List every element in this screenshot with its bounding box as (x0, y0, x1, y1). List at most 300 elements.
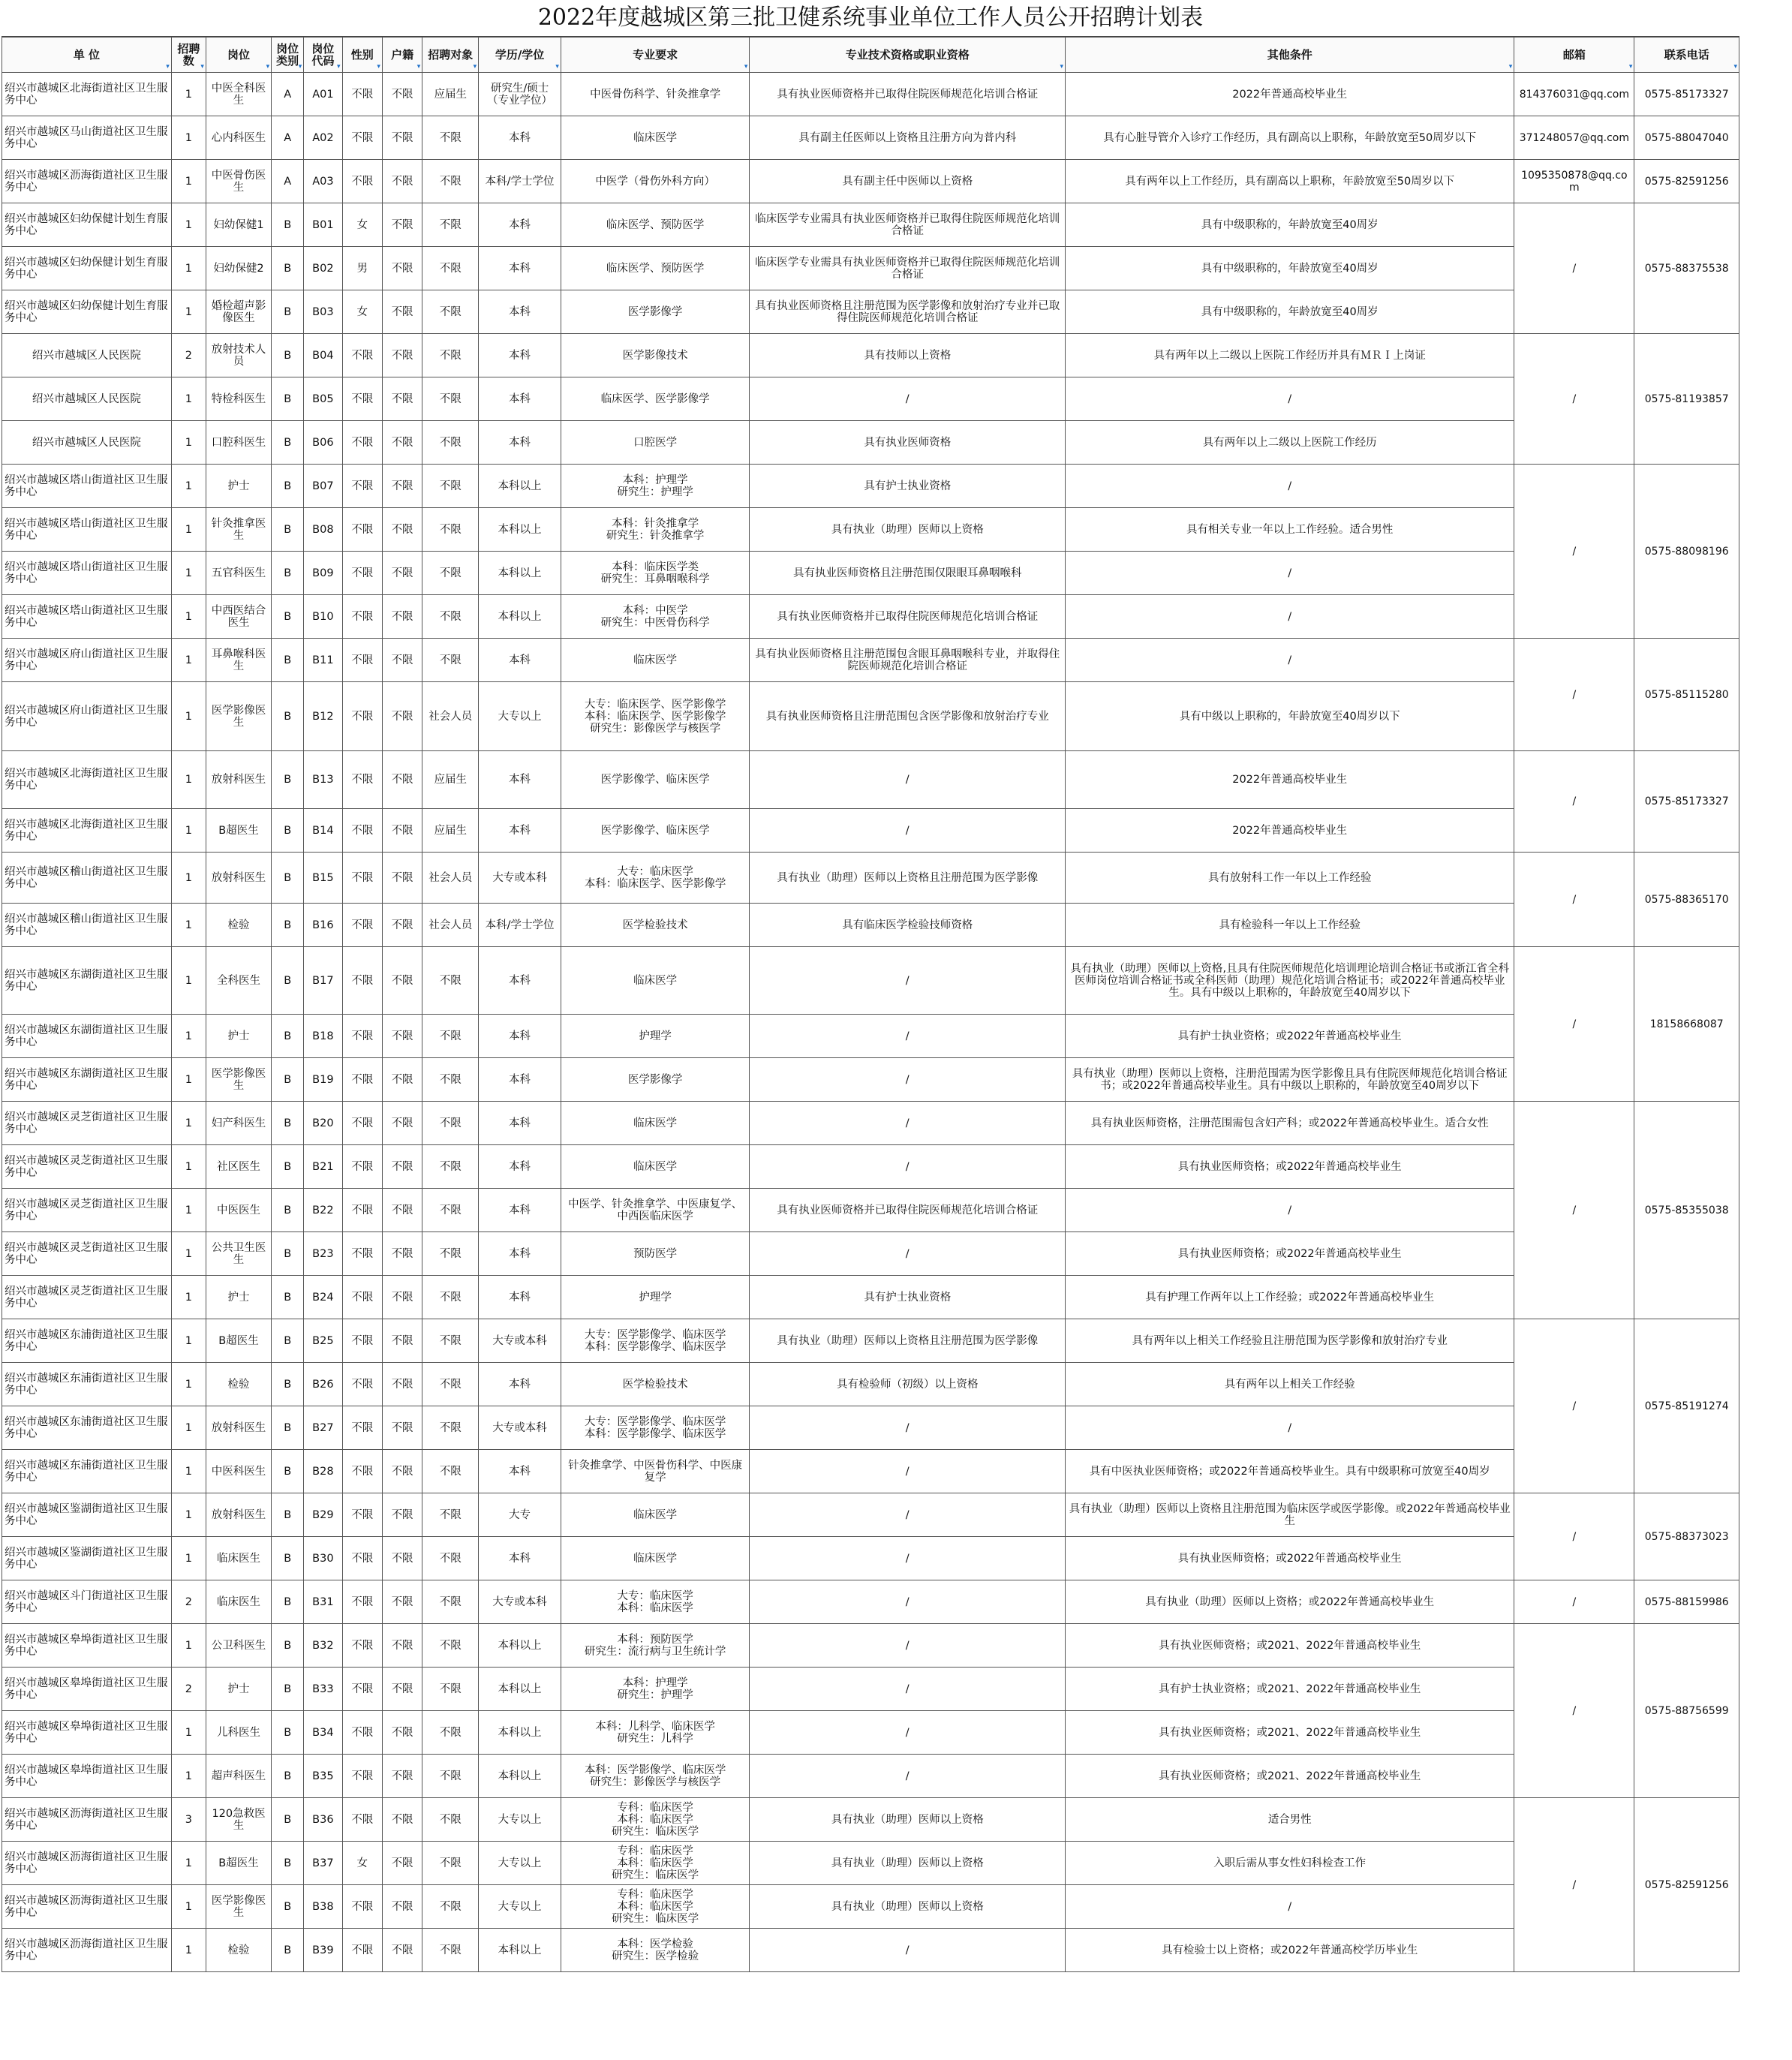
cell-code: B36 (304, 1798, 342, 1842)
table-row (2, 853, 1739, 904)
blank-margin (1741, 0, 1792, 2060)
cell-education: 本科 (479, 334, 561, 377)
cell-residence: 不限 (382, 1711, 422, 1755)
table-row (2, 947, 1739, 1015)
cell-major: 医学影像学 (561, 1058, 749, 1102)
cell-other-conditions: / (1066, 639, 1514, 682)
cell-major: 临床医学 (561, 1145, 749, 1189)
cell-gender: 不限 (342, 73, 382, 116)
table-row (2, 377, 1739, 421)
cell-education: 本科以上 (479, 1711, 561, 1755)
cell-target: 应届生 (422, 73, 479, 116)
cell-education: 大专以上 (479, 1885, 561, 1929)
cell-other-conditions: 具有相关专业一年以上工作经验。适合男性 (1066, 508, 1514, 552)
cell-other-conditions: 具有中级职称的，年龄放宽至40周岁 (1066, 203, 1514, 247)
cell-count: 1 (171, 1276, 206, 1319)
cell-position: 妇幼保健1 (206, 203, 271, 247)
cell-position: 公卫科医生 (206, 1624, 271, 1668)
cell-qualification: 具有检验师（初级）以上资格 (750, 1363, 1066, 1406)
cell-target: 不限 (422, 377, 479, 421)
cell-major: 护理学 (561, 1015, 749, 1058)
cell-count: 2 (171, 334, 206, 377)
filter-dropdown-icon[interactable]: ▾ (298, 63, 302, 71)
cell-position: 医学影像医生 (206, 682, 271, 751)
cell-unit: 绍兴市越城区北海街道社区卫生服务中心 (2, 73, 172, 116)
cell-gender: 不限 (342, 465, 382, 508)
cell-unit: 绍兴市越城区妇幼保健计划生育服务中心 (2, 203, 172, 247)
table-row (2, 1537, 1739, 1580)
cell-unit: 绍兴市越城区鉴湖街道社区卫生服务中心 (2, 1493, 172, 1537)
cell-count: 1 (171, 377, 206, 421)
cell-count: 2 (171, 1580, 206, 1624)
column-header-label: 岗位 (227, 48, 251, 62)
cell-target: 不限 (422, 465, 479, 508)
table-row (2, 1929, 1739, 1972)
cell-gender: 不限 (342, 421, 382, 465)
cell-unit: 绍兴市越城区人民医院 (2, 334, 172, 377)
cell-unit: 绍兴市越城区人民医院 (2, 377, 172, 421)
cell-gender: 不限 (342, 334, 382, 377)
cell-position: 中西医结合医生 (206, 595, 271, 639)
cell-residence: 不限 (382, 947, 422, 1015)
cell-code: A01 (304, 73, 342, 116)
cell-count: 1 (171, 1450, 206, 1493)
cell-other-conditions: 具有执业（助理）医师以上资格，注册范围需为医学影像且具有住院医师规范化培训合格证书；或2022年普通高校毕业生。具有中级以上职称的，年龄放宽至40周岁以下 (1066, 1058, 1514, 1102)
cell-count: 1 (171, 1842, 206, 1885)
cell-category: B (272, 508, 304, 552)
cell-qualification: 具有副主任中医师以上资格 (750, 160, 1066, 203)
cell-unit: 绍兴市越城区鉴湖街道社区卫生服务中心 (2, 1537, 172, 1580)
filter-dropdown-icon[interactable]: ▾ (266, 63, 270, 71)
cell-qualification: 具有执业医师资格 (750, 421, 1066, 465)
cell-qualification: 具有执业医师资格且注册范围包含眼耳鼻咽喉科专业，并取得住院医师规范化培训合格证 (750, 639, 1066, 682)
cell-unit: 绍兴市越城区东浦街道社区卫生服务中心 (2, 1319, 172, 1363)
table-row (2, 1580, 1739, 1624)
filter-dropdown-icon[interactable]: ▾ (166, 63, 170, 71)
cell-gender: 不限 (342, 160, 382, 203)
cell-target: 不限 (422, 1668, 479, 1711)
cell-gender: 不限 (342, 1406, 382, 1450)
cell-target: 不限 (422, 1624, 479, 1668)
cell-education: 大专以上 (479, 1798, 561, 1842)
cell-code: B14 (304, 809, 342, 853)
cell-count: 1 (171, 1755, 206, 1798)
cell-major: 本科：针灸推拿学 研究生：针灸推拿学 (561, 508, 749, 552)
cell-position: 检验 (206, 1363, 271, 1406)
cell-qualification: 具有执业医师资格并已取得住院医师规范化培训合格证 (750, 595, 1066, 639)
cell-major: 医学影像学 (561, 290, 749, 334)
cell-other-conditions: 具有两年以上二级以上医院工作经历 (1066, 421, 1514, 465)
table-row (2, 1885, 1739, 1929)
cell-target: 不限 (422, 334, 479, 377)
cell-email: 814376031@qq.com (1514, 73, 1634, 116)
column-header-label: 招聘数 (177, 42, 200, 68)
cell-major: 临床医学 (561, 1493, 749, 1537)
table-row (2, 116, 1739, 160)
cell-position: 护士 (206, 1668, 271, 1711)
cell-code: B20 (304, 1102, 342, 1145)
table-row (2, 508, 1739, 552)
table-header (2, 38, 1739, 73)
column-header-phone[interactable] (1634, 38, 1739, 73)
cell-residence: 不限 (382, 1102, 422, 1145)
column-header-code[interactable] (304, 38, 342, 73)
table-row (2, 421, 1739, 465)
cell-target: 不限 (422, 1929, 479, 1972)
cell-education: 本科/学士学位 (479, 904, 561, 947)
cell-count: 1 (171, 1363, 206, 1406)
cell-major: 大专：医学影像学、临床医学 本科：医学影像学、临床医学 (561, 1406, 749, 1450)
column-header-unit[interactable] (2, 38, 172, 73)
cell-residence: 不限 (382, 853, 422, 904)
cell-gender: 不限 (342, 1493, 382, 1537)
cell-other-conditions: 具有执业（助理）医师以上资格,且具有住院医师规范化培训理论培训合格证书或浙江省全科医师岗位培训合格证书或全科医师（助理）规范化培训合格证书；或2022年普通高校毕业生。具有中级以上职称的，年龄放宽至40周岁以下 (1066, 947, 1514, 1015)
table-row (2, 247, 1739, 290)
cell-target: 社会人员 (422, 853, 479, 904)
column-header-position[interactable] (206, 38, 271, 73)
cell-education: 本科 (479, 751, 561, 809)
cell-education: 本科以上 (479, 465, 561, 508)
cell-position: 五官科医生 (206, 552, 271, 595)
cell-code: B35 (304, 1755, 342, 1798)
cell-code: B06 (304, 421, 342, 465)
cell-qualification: 临床医学专业需具有执业医师资格并已取得住院医师规范化培训合格证 (750, 247, 1066, 290)
cell-other-conditions: 具有两年以上相关工作经验且注册范围为医学影像和放射治疗专业 (1066, 1319, 1514, 1363)
cell-category: B (272, 1929, 304, 1972)
cell-gender: 不限 (342, 1058, 382, 1102)
cell-email: / (1514, 639, 1634, 751)
cell-gender: 女 (342, 203, 382, 247)
cell-residence: 不限 (382, 1232, 422, 1276)
cell-major: 大专：医学影像学、临床医学 本科：医学影像学、临床医学 (561, 1319, 749, 1363)
cell-count: 1 (171, 682, 206, 751)
table-row (2, 1145, 1739, 1189)
column-header-label: 性别 (350, 48, 374, 62)
table-body (2, 73, 1739, 1972)
table-row (2, 1755, 1739, 1798)
column-header-education[interactable] (479, 38, 561, 73)
cell-target: 不限 (422, 1189, 479, 1232)
cell-code: B02 (304, 247, 342, 290)
table-row (2, 1058, 1739, 1102)
cell-count: 1 (171, 421, 206, 465)
filter-dropdown-icon[interactable]: ▾ (1733, 63, 1737, 71)
cell-qualification: 具有执业（助理）医师以上资格且注册范围为医学影像 (750, 1319, 1066, 1363)
cell-position: 医学影像医生 (206, 1058, 271, 1102)
cell-position: 医学影像医生 (206, 1885, 271, 1929)
cell-category: B (272, 639, 304, 682)
cell-residence: 不限 (382, 1929, 422, 1972)
column-header-category[interactable] (272, 38, 304, 73)
cell-position: 中医全科医生 (206, 73, 271, 116)
cell-email: / (1514, 1624, 1634, 1798)
table-row (2, 1102, 1739, 1145)
cell-gender: 不限 (342, 1537, 382, 1580)
cell-residence: 不限 (382, 1276, 422, 1319)
cell-gender: 不限 (342, 1711, 382, 1755)
cell-code: B19 (304, 1058, 342, 1102)
cell-target: 不限 (422, 160, 479, 203)
cell-gender: 不限 (342, 1798, 382, 1842)
cell-gender: 不限 (342, 1885, 382, 1929)
cell-target: 应届生 (422, 751, 479, 809)
cell-category: B (272, 465, 304, 508)
cell-target: 不限 (422, 421, 479, 465)
cell-major: 中医骨伤科学、针灸推拿学 (561, 73, 749, 116)
cell-major: 本科：预防医学 研究生：流行病与卫生统计学 (561, 1624, 749, 1668)
cell-unit: 绍兴市越城区皋埠街道社区卫生服务中心 (2, 1755, 172, 1798)
filter-dropdown-icon[interactable]: ▾ (416, 63, 421, 71)
cell-major: 临床医学 (561, 639, 749, 682)
cell-category: B (272, 1102, 304, 1145)
cell-gender: 不限 (342, 377, 382, 421)
cell-target: 不限 (422, 1711, 479, 1755)
column-header-major[interactable] (561, 38, 749, 73)
filter-dropdown-icon[interactable]: ▾ (1060, 63, 1064, 71)
cell-count: 1 (171, 853, 206, 904)
cell-education: 本科/学士学位 (479, 160, 561, 203)
cell-gender: 不限 (342, 508, 382, 552)
cell-education: 本科以上 (479, 552, 561, 595)
table-row (2, 160, 1739, 203)
table-row (2, 1232, 1739, 1276)
cell-code: B31 (304, 1580, 342, 1624)
cell-gender: 不限 (342, 1145, 382, 1189)
cell-qualification: / (750, 1624, 1066, 1668)
cell-qualification: 具有执业医师资格并已取得住院医师规范化培训合格证 (750, 1189, 1066, 1232)
cell-major: 临床医学 (561, 1102, 749, 1145)
cell-target: 不限 (422, 947, 479, 1015)
column-header-other-conditions[interactable] (1066, 38, 1514, 73)
cell-unit: 绍兴市越城区东湖街道社区卫生服务中心 (2, 1015, 172, 1058)
cell-code: B18 (304, 1015, 342, 1058)
cell-gender: 不限 (342, 1755, 382, 1798)
cell-other-conditions: 具有护士执业资格；或2021、2022年普通高校毕业生 (1066, 1668, 1514, 1711)
cell-education: 大专 (479, 1493, 561, 1537)
cell-qualification: / (750, 1755, 1066, 1798)
cell-education: 研究生/硕士（专业学位） (479, 73, 561, 116)
cell-gender: 不限 (342, 595, 382, 639)
cell-code: B22 (304, 1189, 342, 1232)
cell-major: 专科：临床医学 本科：临床医学 研究生：临床医学 (561, 1842, 749, 1885)
cell-position: 放射科医生 (206, 853, 271, 904)
cell-qualification: / (750, 1493, 1066, 1537)
column-header-label: 专业技术资格或职业资格 (845, 48, 970, 62)
cell-category: B (272, 1189, 304, 1232)
cell-other-conditions: 2022年普通高校毕业生 (1066, 751, 1514, 809)
table-row (2, 1493, 1739, 1537)
filter-dropdown-icon[interactable]: ▾ (744, 63, 748, 71)
cell-position: 心内科医生 (206, 116, 271, 160)
cell-unit: 绍兴市越城区北海街道社区卫生服务中心 (2, 809, 172, 853)
cell-gender: 不限 (342, 682, 382, 751)
cell-count: 1 (171, 1711, 206, 1755)
filter-dropdown-icon[interactable]: ▾ (1628, 63, 1633, 71)
cell-qualification: / (750, 1058, 1066, 1102)
cell-residence: 不限 (382, 1015, 422, 1058)
filter-dropdown-icon[interactable]: ▾ (473, 63, 477, 71)
cell-unit: 绍兴市越城区塔山街道社区卫生服务中心 (2, 595, 172, 639)
cell-qualification: / (750, 1537, 1066, 1580)
cell-position: 放射科医生 (206, 751, 271, 809)
cell-residence: 不限 (382, 904, 422, 947)
column-header-label: 学历/学位 (495, 48, 545, 62)
cell-qualification: 具有执业（助理）医师以上资格且注册范围为医学影像 (750, 853, 1066, 904)
cell-major: 临床医学、预防医学 (561, 247, 749, 290)
cell-other-conditions: 具有执业医师资格；或2021、2022年普通高校毕业生 (1066, 1624, 1514, 1668)
cell-residence: 不限 (382, 809, 422, 853)
cell-position: 妇幼保健2 (206, 247, 271, 290)
cell-code: B03 (304, 290, 342, 334)
cell-target: 不限 (422, 1102, 479, 1145)
cell-code: B32 (304, 1624, 342, 1668)
cell-qualification: 具有护士执业资格 (750, 1276, 1066, 1319)
filter-dropdown-icon[interactable]: ▾ (200, 63, 204, 71)
cell-target: 不限 (422, 1015, 479, 1058)
cell-code: B15 (304, 853, 342, 904)
cell-qualification: 具有执业医师资格并已取得住院医师规范化培训合格证 (750, 73, 1066, 116)
cell-phone: 0575-88047040 (1634, 116, 1739, 160)
cell-other-conditions: / (1066, 1885, 1514, 1929)
table-row (2, 809, 1739, 853)
cell-code: B21 (304, 1145, 342, 1189)
column-header-count[interactable] (171, 38, 206, 73)
cell-email: / (1514, 1319, 1634, 1493)
cell-target: 不限 (422, 595, 479, 639)
cell-category: B (272, 853, 304, 904)
cell-count: 1 (171, 595, 206, 639)
table-row (2, 595, 1739, 639)
cell-code: B16 (304, 904, 342, 947)
cell-other-conditions: / (1066, 465, 1514, 508)
cell-residence: 不限 (382, 682, 422, 751)
cell-target: 不限 (422, 639, 479, 682)
cell-gender: 不限 (342, 1015, 382, 1058)
table-row (2, 1319, 1739, 1363)
filter-dropdown-icon[interactable]: ▾ (1508, 63, 1513, 71)
cell-residence: 不限 (382, 1058, 422, 1102)
cell-phone: 18158668087 (1634, 947, 1739, 1102)
cell-other-conditions: 具有护理工作两年以上工作经验；或2022年普通高校毕业生 (1066, 1276, 1514, 1319)
cell-major: 临床医学 (561, 947, 749, 1015)
cell-other-conditions: 具有两年以上工作经历，具有副高以上职称，年龄放宽至50周岁以下 (1066, 160, 1514, 203)
cell-code: B37 (304, 1842, 342, 1885)
cell-position: 120急救医生 (206, 1798, 271, 1842)
cell-position: 检验 (206, 1929, 271, 1972)
cell-major: 本科：临床医学类 研究生：耳鼻咽喉科学 (561, 552, 749, 595)
column-header-qualification[interactable] (750, 38, 1066, 73)
cell-gender: 不限 (342, 1929, 382, 1972)
cell-residence: 不限 (382, 639, 422, 682)
cell-unit: 绍兴市越城区东浦街道社区卫生服务中心 (2, 1450, 172, 1493)
column-header-email[interactable] (1514, 38, 1634, 73)
cell-other-conditions: 具有放射科工作一年以上工作经验 (1066, 853, 1514, 904)
cell-residence: 不限 (382, 421, 422, 465)
cell-target: 不限 (422, 552, 479, 595)
cell-category: B (272, 904, 304, 947)
column-header-target[interactable] (422, 38, 479, 73)
cell-count: 1 (171, 73, 206, 116)
cell-category: B (272, 947, 304, 1015)
cell-residence: 不限 (382, 1624, 422, 1668)
cell-target: 不限 (422, 203, 479, 247)
cell-gender: 男 (342, 247, 382, 290)
cell-count: 1 (171, 290, 206, 334)
filter-dropdown-icon[interactable]: ▾ (377, 63, 380, 71)
cell-count: 1 (171, 160, 206, 203)
cell-qualification: / (750, 1711, 1066, 1755)
cell-count: 1 (171, 508, 206, 552)
cell-category: B (272, 1450, 304, 1493)
table-row (2, 904, 1739, 947)
cell-count: 1 (171, 1537, 206, 1580)
cell-residence: 不限 (382, 73, 422, 116)
cell-other-conditions: 具有检验士以上资格；或2022年普通高校学历毕业生 (1066, 1929, 1514, 1972)
cell-other-conditions: 具有执业医师资格；或2022年普通高校毕业生 (1066, 1537, 1514, 1580)
cell-residence: 不限 (382, 1580, 422, 1624)
cell-position: 婚检超声影像医生 (206, 290, 271, 334)
cell-major: 专科：临床医学 本科：临床医学 研究生：临床医学 (561, 1885, 749, 1929)
cell-education: 本科 (479, 377, 561, 421)
cell-count: 3 (171, 1798, 206, 1842)
column-header-gender[interactable] (342, 38, 382, 73)
cell-phone: 0575-85173327 (1634, 751, 1739, 853)
cell-target: 不限 (422, 1580, 479, 1624)
cell-major: 本科：医学影像学、临床医学 研究生：影像医学与核医学 (561, 1755, 749, 1798)
cell-email: 1095350878@qq.com (1514, 160, 1634, 203)
column-header-residence[interactable] (382, 38, 422, 73)
cell-education: 本科 (479, 247, 561, 290)
cell-count: 1 (171, 552, 206, 595)
cell-email: / (1514, 465, 1634, 639)
cell-other-conditions: 具有执业医师资格；或2021、2022年普通高校毕业生 (1066, 1711, 1514, 1755)
cell-education: 本科以上 (479, 1929, 561, 1972)
cell-email: / (1514, 1798, 1634, 1972)
cell-position: 护士 (206, 1276, 271, 1319)
cell-position: B超医生 (206, 1319, 271, 1363)
cell-code: B08 (304, 508, 342, 552)
cell-gender: 不限 (342, 1668, 382, 1711)
cell-category: B (272, 1842, 304, 1885)
header-row (2, 38, 1739, 73)
cell-education: 本科 (479, 1363, 561, 1406)
cell-category: B (272, 334, 304, 377)
cell-residence: 不限 (382, 1406, 422, 1450)
table-row (2, 290, 1739, 334)
filter-dropdown-icon[interactable]: ▾ (337, 63, 341, 71)
cell-email: / (1514, 947, 1634, 1102)
cell-target: 不限 (422, 1406, 479, 1450)
cell-major: 专科：临床医学 本科：临床医学 研究生：临床医学 (561, 1798, 749, 1842)
cell-position: 妇产科医生 (206, 1102, 271, 1145)
cell-residence: 不限 (382, 1450, 422, 1493)
cell-count: 2 (171, 1668, 206, 1711)
cell-category: B (272, 1015, 304, 1058)
cell-phone: 0575-88159986 (1634, 1580, 1739, 1624)
cell-qualification: 具有副主任医师以上资格且注册方向为普内科 (750, 116, 1066, 160)
cell-major: 临床医学、预防医学 (561, 203, 749, 247)
cell-count: 1 (171, 947, 206, 1015)
cell-code: B23 (304, 1232, 342, 1276)
cell-other-conditions: / (1066, 552, 1514, 595)
filter-dropdown-icon[interactable]: ▾ (555, 63, 559, 71)
cell-phone: 0575-81193857 (1634, 334, 1739, 465)
cell-unit: 绍兴市越城区人民医院 (2, 421, 172, 465)
cell-education: 本科 (479, 1058, 561, 1102)
cell-target: 不限 (422, 290, 479, 334)
cell-count: 1 (171, 1015, 206, 1058)
table-row (2, 751, 1739, 809)
